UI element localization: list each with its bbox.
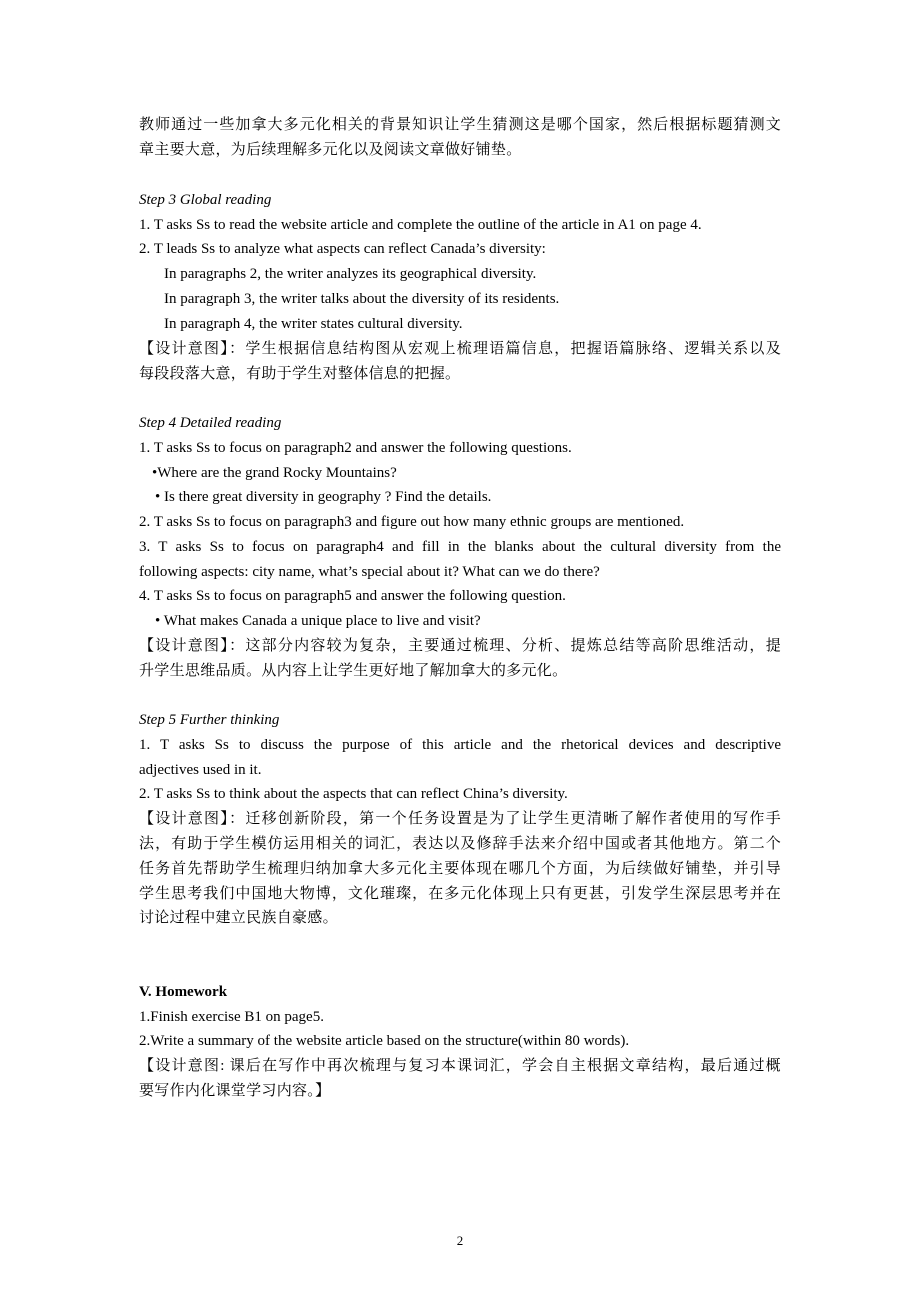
homework-item-1: 1.Finish exercise B1 on page5. [139,1009,324,1025]
step3-item-2: 2. T leads Ss to analyze what aspects can reflect Canada’s diversity: [139,241,546,257]
step4-design-intent-1: 【设计意图】：这部分内容较为复杂，主要通过梳理、分析、提炼总结等高阶思维活动，提 [139,638,781,654]
step5-design-intent-2: 法，有助于学生模仿运用相关的词汇，表达以及修辞手法来介绍中国或者其他地方。第二个 [139,836,781,852]
step5-design-intent-5: 讨论过程中建立民族自豪感。 [139,910,338,926]
step5-design-intent-1: 【设计意图】：迁移创新阶段，第一个任务设置是为了让学生更清晰了解作者使用的写作手 [139,811,781,827]
homework-design-intent-2: 要写作内化课堂学习内容。】 [139,1083,331,1099]
homework-heading: V. Homework [139,984,228,1000]
step4-item-3-line-1: 3. T asks Ss to focus on paragraph4 and fill in the blanks about the cultural diversity from the [139,539,781,555]
homework-item-2: 2.Write a summary of the website article based on the structure(within 80 words). [139,1033,630,1049]
step3-sub-item-2: In paragraph 3, the writer talks about the diversity of its residents. [164,291,560,307]
step4-design-intent-2: 升学生思维品质。从内容上让学生更好地了解加拿大的多元化。 [139,663,568,679]
intro-line-1: 教师通过一些加拿大多元化相关的背景知识让学生猜测这是哪个国家，然后根据标题猜测文 [139,117,781,133]
step3-design-intent-1: 【设计意图】：学生根据信息结构图从宏观上梳理语篇信息，把握语篇脉络、逻辑关系以及 [139,341,781,357]
step4-item-4: 4. T asks Ss to focus on paragraph5 and answer the following question. [139,588,566,604]
step5-heading: Step 5 Further thinking [139,712,280,728]
step5-design-intent-3: 任务首先帮助学生梳理归纳加拿大多元化主要体现在哪几个方面，为后续做好铺垫，并引导 [139,861,781,877]
step4-item-2: 2. T asks Ss to focus on paragraph3 and figure out how many ethnic groups are mentioned. [139,514,685,530]
step5-item-1-line-2: adjectives used in it. [139,762,262,778]
step4-item-1: 1. T asks Ss to focus on paragraph2 and answer the following questions. [139,440,572,456]
homework-design-intent-1: 【设计意图: 课后在写作中再次梳理与复习本课词汇，学会自主根据文章结构，最后通过概 [139,1058,781,1074]
step4-heading: Step 4 Detailed reading [139,415,282,431]
step3-item-1: 1. T asks Ss to read the website article and complete the outline of the article in A1 on page 4. [139,217,702,233]
step4-item-1-bullet-2: • Is there great diversity in geography ? Find the details. [155,489,492,505]
intro-line-2: 章主要大意，为后续理解多元化以及阅读文章做好铺垫。 [139,142,522,158]
step5-item-2: 2. T asks Ss to think about the aspects that can reflect China’s diversity. [139,786,568,802]
step5-design-intent-4: 学生思考我们中国地大物博，文化璀璨，在多元化体现上只有更甚，引发学生深层思考并在 [139,886,781,902]
step3-sub-item-1: In paragraphs 2, the writer analyzes its geographical diversity. [164,266,537,282]
step4-item-3-line-2: following aspects: city name, what’s special about it? What can we do there? [139,564,600,580]
step3-heading: Step 3 Global reading [139,192,272,208]
page-number: 2 [456,1233,464,1248]
step4-item-4-bullet-1: • What makes Canada a unique place to live and visit? [155,613,481,629]
step4-item-1-bullet-1: •Where are the grand Rocky Mountains? [152,465,397,481]
step3-sub-item-3: In paragraph 4, the writer states cultural diversity. [164,316,463,332]
step5-item-1-line-1: 1. T asks Ss to discuss the purpose of this article and the rhetorical devices and descriptive [139,737,781,753]
step3-design-intent-2: 每段段落大意，有助于学生对整体信息的把握。 [139,366,461,382]
